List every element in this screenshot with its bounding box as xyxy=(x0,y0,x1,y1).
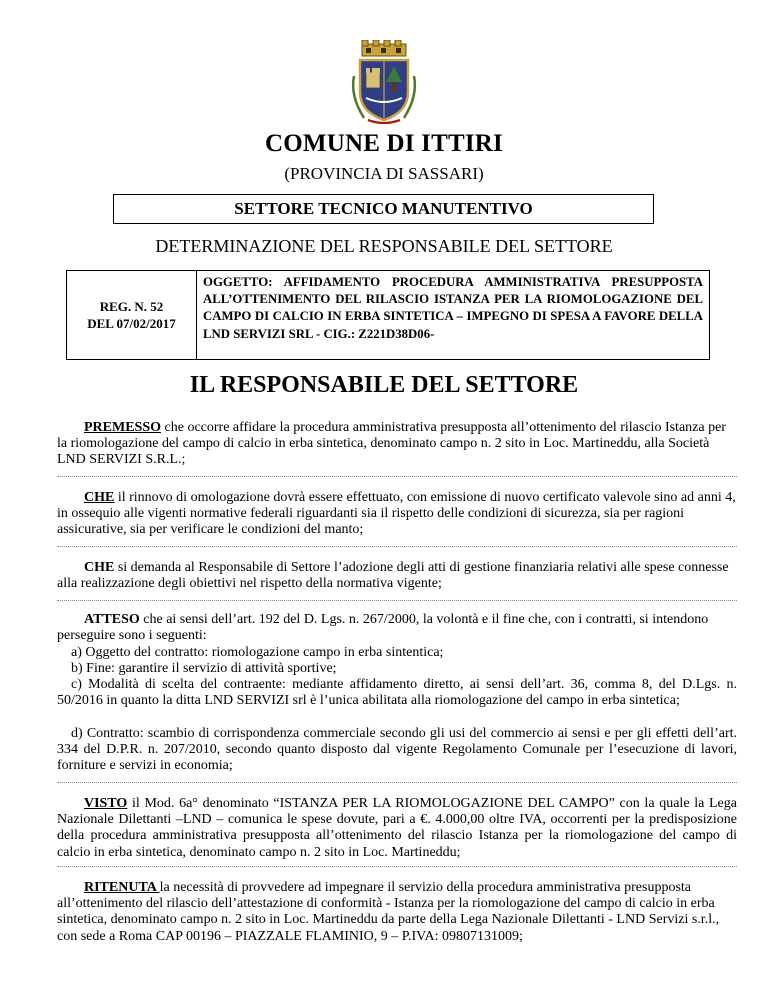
responsabile-heading: IL RESPONSABILE DEL SETTORE xyxy=(189,372,579,398)
che-text-2: si demanda al Responsabile di Settore l’adozione degli atti di gestione finanziaria relativi alle spese connesse alla realizzazione degli obiettivi nel rispetto della normativa vigente; xyxy=(57,560,729,592)
reg-number: REG. N. 52 xyxy=(99,299,164,314)
separator xyxy=(57,782,737,783)
comune-title: COMUNE DI ITTIRI xyxy=(265,130,503,157)
atteso-text: che ai sensi dell’art. 192 del D. Lgs. n. 267/2000, la volontà e il fine che, con i contratti, si intendono perseguire sono i seguenti: xyxy=(57,612,709,644)
ritenuta-text: la necessità di provvedere ad impegnare il servizio della procedura amministrativa presupposta all’ottenimento del rilascio dell’attestazione di conformità - Istanza per la riomologazione del campo di calcio in erba sintetica, denominato campo n. 2 sito in Loc. Martineddu da parte della Lega Nazionale Dilettanti - LND Servizi s.r.l., con sede a Roma CAP 00196 – PIAZZALE FLAMINIO, 9 – P.IVA: 09807131009; xyxy=(57,880,720,944)
visto-text: il Mod. 6a° denominato “ISTANZA PER LA RIOMOLOGAZIONE DEL CAMPO” con la quale la Lega Nazionale Dilettanti –LND – comunica le spese dovute, pari a €. 4.000,00 oltre IVA, occorrenti per la predisposizione della procedura amministrativa presupposta all’ottenimento del rilascio Istanza per la riomologazione del campo di calcio in erba sintetica, denominato campo n. 2 sito in Loc. Martineddu; xyxy=(57,796,737,860)
separator xyxy=(57,546,737,547)
visto-keyword: VISTO xyxy=(84,796,128,811)
ritenuta-paragraph xyxy=(57,880,737,945)
atteso-paragraph xyxy=(57,612,737,644)
registro-table xyxy=(66,270,710,360)
ritenuta-keyword: RITENUTA xyxy=(84,880,160,895)
che-keyword-2: CHE xyxy=(84,560,115,575)
list-item-b: b) Fine: garantire il servizio di attività sportive; xyxy=(71,661,337,676)
provincia-subtitle: (PROVINCIA DI SASSARI) xyxy=(284,164,484,183)
list-item-a: a) Oggetto del contratto: riomologazione campo in erba sintentica; xyxy=(71,645,444,660)
che-paragraph-2 xyxy=(57,560,737,592)
determinazione-heading: DETERMINAZIONE DEL RESPONSABILE DEL SETTORE xyxy=(155,236,613,256)
coat-of-arms-icon xyxy=(348,40,420,124)
registro-number-cell xyxy=(67,271,197,359)
oggetto-cell: OGGETTO: AFFIDAMENTO PROCEDURA AMMINISTRATIVA PRESUPPOSTA ALL’OTTENIMENTO DEL RILASCIO ISTANZA PER LA RIOMOLOGAZIONE DEL CAMPO DI CALCIO IN ERBA SINTETICA – IMPEGNO DI SPESA A FAVORE DELLA LND SERVIZI SRL - CIG.: Z221D38D06- xyxy=(203,275,703,341)
reg-date: DEL 07/02/2017 xyxy=(87,316,176,331)
che-text-1: il rinnovo di omologazione dovrà essere effettuato, con emissione di nuovo certificato valevole sino ad anni 4, in ossequio alle vigenti normative federali riguardanti sia il rispetto delle condizioni di sicurezza, sia per ragioni assicurative, sia per verificare le condizioni del manto; xyxy=(57,490,736,538)
che-keyword-1: CHE xyxy=(84,490,115,505)
list-item-c: c) Modalità di scelta del contraente: mediante affidamento diretto, ai sensi dell’art. 36, comma 8, del D.Lgs. n. 50/2016 in quanto la ditta LND SERVIZI srl è l’unica abilitata alla riomologazione del campo in erba sintetica; xyxy=(57,677,737,709)
premesso-keyword: PREMESSO xyxy=(84,420,162,435)
separator xyxy=(57,866,737,867)
settore-box xyxy=(113,194,654,224)
che-paragraph-1 xyxy=(57,490,737,539)
separator xyxy=(57,476,737,477)
separator xyxy=(57,600,737,601)
atteso-keyword: ATTESO xyxy=(84,612,140,627)
settore-label: SETTORE TECNICO MANUTENTIVO xyxy=(234,199,533,218)
visto-paragraph xyxy=(57,796,737,861)
premesso-text: che occorre affidare la procedura amministrativa presupposta all’ottenimento del rilascio Istanza per la riomologazione del campo di calcio in erba sintetica, denominato campo n. 2 sito in Loc. Martineddu, alla Società LND SERVIZI S.R.L.; xyxy=(57,420,726,468)
premesso-paragraph xyxy=(57,420,737,469)
list-item-d: d) Contratto: scambio di corrispondenza commerciale secondo gli usi del commercio ai sensi e per gli effetti dell’art. 334 del D.P.R. n. 207/2010, secondo quanto disposto dal vigente Regolamento Comunale per l’esecuzione di lavori, forniture e servizi in economia; xyxy=(57,726,737,774)
